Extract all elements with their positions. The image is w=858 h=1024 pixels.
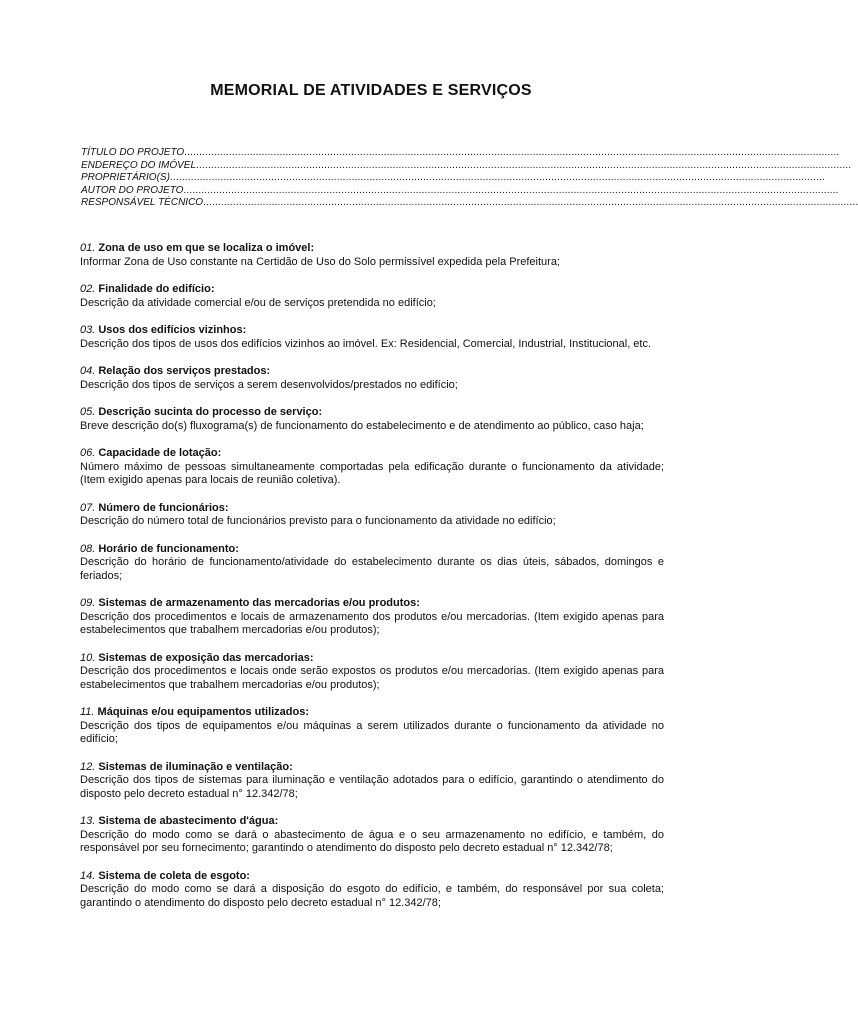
section-heading (80, 502, 664, 516)
section-heading (80, 543, 664, 557)
section-heading (80, 283, 664, 297)
section-11 (80, 706, 664, 747)
section-text: Descrição dos tipos de usos dos edifícios vizinhos ao imóvel. Ex: Residencial, Comercial, Industrial, Institucional, etc. (80, 337, 652, 350)
section-text: Descrição dos tipos de serviços a serem desenvolvidos/prestados no edifício; (80, 378, 458, 391)
section-number: 05. (80, 406, 96, 418)
section-number: 13. (80, 815, 96, 827)
field-line-address (81, 159, 852, 173)
section-number: 01. (80, 242, 96, 254)
section-title: Sistema de abastecimento d'água: (98, 815, 279, 827)
section-title: Sistemas de armazenamento das mercadorias e/ou produtos: (98, 597, 420, 609)
section-number: 11. (80, 706, 95, 718)
section-text: Número máximo de pessoas simultaneamente comportadas pela edificação durante o funcionamento da atividade; (Item exigido apenas para locais de reunião coletiva). (80, 460, 664, 486)
section-heading (80, 597, 664, 611)
section-text: Descrição da atividade comercial e/ou de serviços pretendida no edifício; (80, 296, 436, 309)
section-heading (80, 706, 664, 720)
field-line-project-title (81, 147, 840, 160)
section-13 (80, 815, 664, 856)
section-title: Relação dos serviços prestados: (98, 365, 271, 377)
section-text: Descrição dos tipos de sistemas para iluminação e ventilação adotados para o edifício, garantindo o atendimento do disposto pelo decreto estadual n° 12.342/78; (80, 774, 664, 800)
section-title: Zona de uso em que se localiza o imóvel: (98, 242, 315, 254)
section-text: Descrição dos procedimentos e locais onde serão expostos os produtos e/ou mercadorias. (Item exigido apenas para estabelecimentos que trabalhem mercadorias e/ou produtos); (80, 665, 664, 691)
section-number: 02. (80, 283, 96, 295)
section-14 (80, 870, 664, 911)
section-heading (80, 652, 664, 666)
section-number: 12. (80, 760, 96, 773)
section-12 (80, 761, 664, 802)
section-06 (80, 447, 664, 488)
section-number: 10. (80, 651, 96, 664)
section-number: 06. (80, 447, 96, 459)
section-heading (80, 815, 664, 829)
document-title: MEMORIAL DE ATIVIDADES E SERVIÇOS (210, 82, 532, 99)
fill-line: ............................................................................................................................................................................................................................ (183, 184, 839, 196)
section-number: 03. (80, 324, 96, 336)
section-heading (80, 870, 664, 884)
section-07 (80, 502, 664, 529)
section-title: Número de funcionários: (98, 501, 229, 514)
project-fields (81, 147, 858, 210)
fill-line: ............................................................................................................................................................................................................................ (203, 197, 858, 208)
section-heading (80, 365, 664, 379)
section-title: Sistema de coleta de esgoto: (98, 869, 250, 882)
section-number: 08. (80, 542, 96, 555)
section-08 (80, 543, 664, 584)
section-number: 07. (80, 501, 96, 514)
field-line-technical-manager (81, 197, 858, 210)
section-number: 04. (80, 365, 96, 377)
section-text: Informar Zona de Uso constante na Certidão de Uso do Solo permissível expedida pela Prefeitura; (80, 255, 560, 268)
section-number: 14. (80, 869, 96, 882)
field-label: RESPONSÁVEL TÉCNICO (81, 197, 204, 208)
section-heading (80, 324, 664, 338)
section-title: Máquinas e/ou equipamentos utilizados: (97, 706, 310, 718)
section-text: Descrição do horário de funcionamento/atividade do estabelecimento durante os dias úteis, sábados, domingos e feriados; (80, 556, 664, 582)
section-title: Finalidade do edifício: (98, 283, 215, 295)
section-number: 09. (80, 597, 96, 609)
field-label: TÍTULO DO PROJETO (81, 147, 185, 158)
section-title: Sistemas de exposição das mercadorias: (98, 651, 314, 664)
section-text: Descrição do modo como se dará a disposição do esgoto do edifício, e também, do responsável por sua coleta; garantindo o atendimento do disposto pelo decreto estadual n° 12.342/78; (80, 883, 664, 909)
field-line-owner (81, 172, 826, 185)
field-label: PROPRIETÁRIO(S) (81, 172, 170, 183)
section-title: Horário de funcionamento: (98, 542, 239, 555)
section-title: Descrição sucinta do processo de serviço: (98, 406, 323, 418)
fill-line: ............................................................................................................................................................................................................................ (169, 172, 826, 183)
section-text: Descrição dos procedimentos e locais de armazenamento dos produtos e/ou mercadorias. (Item exigido apenas para estabelecimentos que trabalhem mercadorias e/ou produtos); (80, 610, 664, 636)
fill-line: ............................................................................................................................................................................................................................ (184, 147, 840, 158)
section-heading (80, 761, 664, 775)
section-03 (80, 324, 664, 351)
section-04 (80, 365, 664, 392)
field-line-author (81, 184, 839, 198)
section-title: Sistemas de iluminação e ventilação: (98, 760, 293, 773)
field-label: AUTOR DO PROJETO (81, 184, 184, 196)
field-label: ENDEREÇO DO IMÓVEL (81, 159, 197, 171)
fill-line: ............................................................................................................................................................................................................................ (196, 159, 852, 171)
section-text: Descrição do modo como se dará o abastecimento de água e o seu armazenamento no edifício, e também, do responsável por seu fornecimento; garantindo o atendimento do disposto pelo decreto estadual n° 12.342/78; (80, 828, 664, 854)
section-05 (80, 406, 664, 433)
section-title: Capacidade de lotação: (98, 447, 222, 459)
section-02 (80, 283, 664, 310)
section-09 (80, 597, 664, 638)
section-text: Descrição dos tipos de equipamentos e/ou máquinas a serem utilizados durante o funcionamento da atividade no edifício; (80, 719, 664, 745)
memorial-sections (80, 242, 664, 924)
section-heading (80, 447, 664, 461)
section-title: Usos dos edifícios vizinhos: (98, 324, 247, 336)
section-heading (80, 242, 664, 256)
section-heading (80, 406, 664, 420)
section-01 (80, 242, 664, 269)
section-10 (80, 652, 664, 693)
section-text: Descrição do número total de funcionários previsto para o funcionamento da atividade no edifício; (80, 515, 556, 527)
section-text: Breve descrição do(s) fluxograma(s) de funcionamento do estabelecimento e de atendimento ao público, caso haja; (80, 419, 644, 432)
